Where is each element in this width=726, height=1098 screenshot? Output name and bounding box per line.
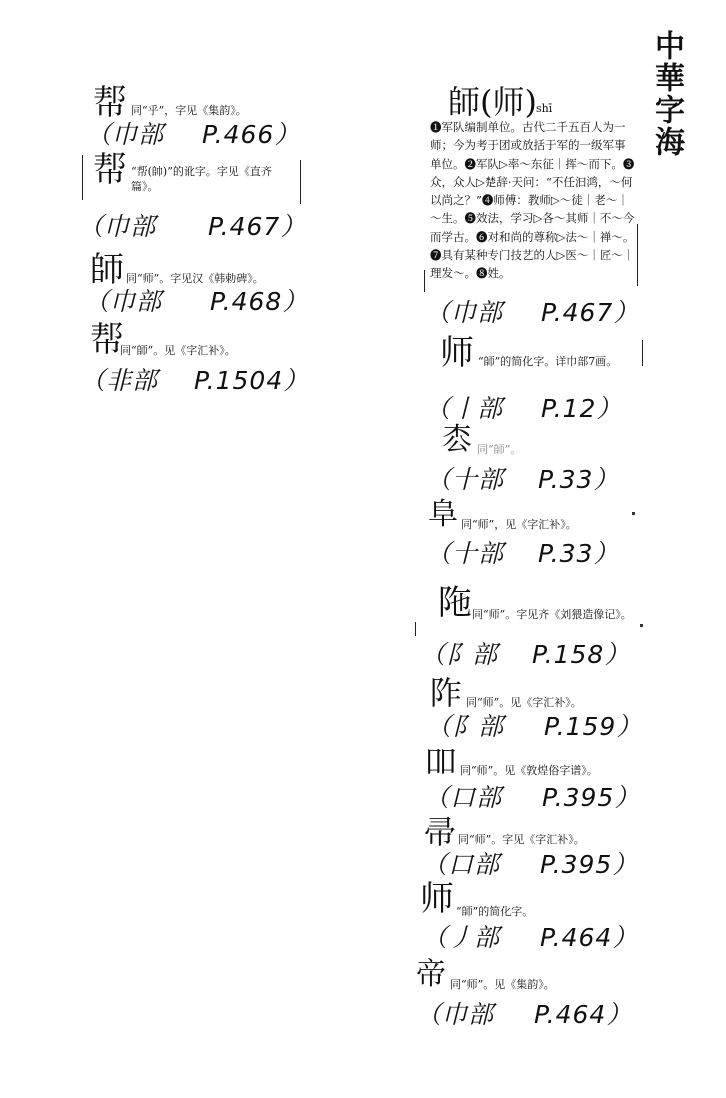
- radical-note: （巾部: [416, 1000, 495, 1029]
- radical-note: （口部: [424, 783, 503, 812]
- radical-note: （巾部: [86, 120, 165, 149]
- gloss-text: 同“师”。见《集韵》。: [450, 978, 555, 991]
- page-note: P.159）: [544, 712, 643, 741]
- handwritten-ref: [416, 1002, 632, 1027]
- page-note: P.464）: [540, 923, 639, 952]
- head-char: 阜: [428, 497, 458, 532]
- radical-note: （丨部: [425, 394, 504, 423]
- margin-bracket-line: [637, 224, 638, 286]
- margin-bracket-line: [415, 622, 416, 636]
- head-char: 师: [420, 879, 454, 919]
- radical-note: （阝部: [426, 712, 505, 741]
- page-note: P.395）: [542, 783, 641, 812]
- radical-note: （十部: [426, 539, 505, 568]
- gloss-text: 同“師”。见《字汇补》。: [120, 344, 236, 357]
- gloss-text: “師”的简化字。详巾部7画。: [478, 355, 618, 368]
- gloss-text: “帮(帥)”的讹字。字见《直齐篇》。: [131, 165, 272, 193]
- radical-note: （丿部: [422, 923, 501, 952]
- head-char: 帮: [93, 150, 127, 190]
- gloss-text: 同“師”。: [477, 443, 522, 456]
- gloss-text: “師”的简化字。: [456, 905, 534, 918]
- pinyin: shī: [536, 102, 553, 115]
- page-note: P.464）: [534, 1000, 633, 1029]
- page-note: P.395）: [540, 850, 639, 879]
- head-char: 阼: [430, 674, 463, 712]
- head-char: 帝: [416, 957, 446, 992]
- gloss-text: 同“师”。字见齐《刘猥造像记》。: [472, 608, 632, 621]
- radical-note: （巾部: [78, 212, 157, 241]
- gloss-text: 同“师”。字见汉《韩勅碑》。: [126, 272, 264, 285]
- head-char: 陁: [438, 583, 472, 623]
- head-char: 師: [90, 250, 124, 290]
- gloss-text: 同“师”。字见《字汇补》。: [458, 833, 585, 846]
- page-note: P.466）: [202, 120, 301, 149]
- head-char: 师: [440, 333, 474, 373]
- handwritten-ref: [84, 289, 308, 314]
- handwritten-ref: [80, 368, 309, 393]
- handwritten-ref: [426, 714, 642, 739]
- gloss-text: 同“师”。见《字汇补》。: [466, 696, 582, 709]
- radical-note: （十部: [426, 465, 505, 494]
- margin-bracket-line: [642, 340, 643, 366]
- handwritten-ref: [426, 467, 619, 492]
- margin-bracket-line: [424, 270, 425, 292]
- radical-note: （巾部: [425, 298, 504, 327]
- page-note: P.1504）: [194, 366, 310, 395]
- page-note: P.33）: [538, 539, 620, 568]
- page-title: 中華字海: [649, 30, 684, 158]
- handwritten-ref: [426, 541, 619, 566]
- gloss-text: 同“师”。见《敦煌俗字谱》。: [460, 764, 598, 777]
- radical-note: （非部: [80, 366, 159, 395]
- handwritten-ref: [425, 300, 639, 325]
- page-note: P.467）: [208, 212, 307, 241]
- head-char: 師(师): [448, 83, 537, 121]
- head-char: 帮: [93, 83, 127, 123]
- handwritten-ref: [86, 122, 300, 147]
- head-char: 吅: [425, 743, 458, 781]
- page-note: P.468）: [210, 287, 309, 316]
- handwritten-ref: [422, 852, 638, 877]
- page-note: P.158）: [532, 640, 631, 669]
- handwritten-ref: [78, 214, 306, 239]
- radical-note: （口部: [422, 850, 501, 879]
- handwritten-ref: [420, 642, 630, 667]
- radical-note: （阝部: [420, 640, 499, 669]
- handwritten-ref: [425, 396, 622, 421]
- gloss-text: 同“乎”，字见《集韵》。: [131, 104, 247, 117]
- head-char: 帮: [90, 320, 124, 360]
- definition-text: ❶军队编制单位。古代二千五百人为一师；今为考于团或放括于军的一级军事单位。❷军队▷率～东征｜挥～而下。❸众，众人▷楚辞·天问：“不任汩鸿，～何以尚之？”❹师傅：教师▷～徒｜老～｜～生。❺效法，学习▷各～其师｜不～今而学古。❻对和尚的尊称▷法～｜禅～。❼具有某种专门技艺的人▷医～｜匠～｜理发～。❽姓。: [430, 120, 635, 281]
- head-char: 枩: [442, 422, 472, 457]
- handwritten-ref: [422, 925, 638, 950]
- margin-bracket-line: [82, 155, 83, 200]
- scan-speck: [640, 624, 643, 627]
- radical-note: （巾部: [84, 287, 163, 316]
- gloss-text: 同“师”，见《字汇补》。: [461, 518, 577, 531]
- page-note: P.12）: [541, 394, 623, 423]
- page-note: P.467）: [541, 298, 640, 327]
- head-char: 帚: [424, 813, 457, 851]
- page-note: P.33）: [538, 465, 620, 494]
- margin-bracket-line: [300, 160, 301, 204]
- handwritten-ref: [424, 785, 640, 810]
- scan-speck: [632, 512, 635, 515]
